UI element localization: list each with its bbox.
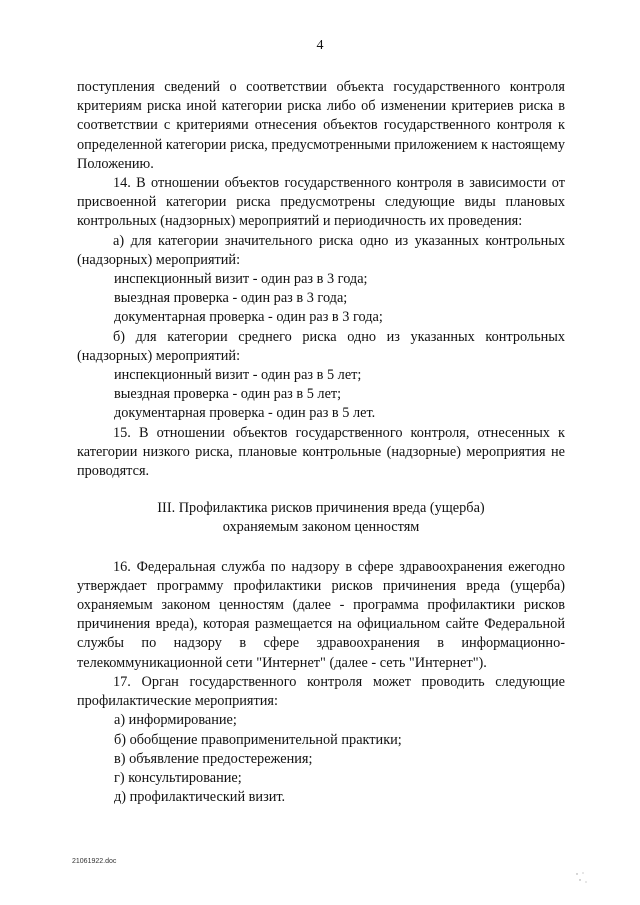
- paragraph-17: 17. Орган государственного контроля может проводить следующие профилактические мероприятия:: [77, 673, 565, 710]
- list-item: г) консультирование;: [114, 769, 242, 786]
- paragraph-14: 14. В отношении объектов государственного контроля в зависимости от присвоенной категории риска предусмотрены следующие виды плановых контрольных (надзорных) мероприятий и периодичность их проведения:: [77, 175, 565, 230]
- paragraph-14b: б) для категории среднего риска одно из указанных контрольных (надзорных) мероприятий:: [77, 328, 565, 364]
- scan-artifact: [574, 870, 590, 886]
- list-item: д) профилактический визит.: [114, 789, 286, 806]
- list-item: выездная проверка - один раз в 3 года;: [114, 290, 348, 307]
- paragraph-continuation: поступления сведений о соответствии объекта государственного контроля критериям риска иной категории риска либо об изменении критериев риска в соответствии с критериями отнесения объектов государственного контроля к определенной категории риска, предусмотренными приложением к настоящему Положению.: [77, 79, 565, 172]
- list-item: документарная проверка - один раз в 5 лет.: [114, 405, 376, 422]
- list-item: в) объявление предостережения;: [114, 750, 313, 767]
- paragraph-15: 15. В отношении объектов государственного контроля, отнесенных к категории низкого риска, плановые контрольные (надзорные) мероприятия не проводятся.: [77, 424, 565, 480]
- list-item: а) информирование;: [114, 712, 237, 729]
- list-item: документарная проверка - один раз в 3 года;: [114, 309, 383, 326]
- list-item: выездная проверка - один раз в 5 лет;: [114, 386, 342, 403]
- list-item: инспекционный визит - один раз в 5 лет;: [114, 367, 362, 384]
- paragraph-14a: а) для категории значительного риска одно из указанных контрольных (надзорных) мероприятий:: [77, 232, 565, 268]
- list-item: инспекционный визит - один раз в 3 года;: [114, 271, 368, 288]
- section-heading: [77, 499, 565, 537]
- list-item: б) обобщение правоприменительной практики;: [114, 731, 402, 748]
- paragraph-16: 16. Федеральная служба по надзору в сфере здравоохранения ежегодно утверждает программу профилактики рисков причинения вреда (ущерба) охраняемым законом ценностям (далее - программа профилактики рисков причинения вреда), которая размещается на официальном сайте Федеральной службы по надзору в сфере здравоохранения в информационно-телекоммуникационной сети "Интернет" (далее - сеть "Интернет").: [77, 558, 565, 671]
- page-number: 4: [316, 38, 324, 53]
- document-body: [77, 78, 565, 807]
- footer-file-name: 21061922.doc: [72, 858, 117, 865]
- section-heading-line2: охраняемым законом ценностям: [222, 519, 420, 536]
- section-heading-line1: III. Профилактика рисков причинения вреда (ущерба): [157, 500, 485, 517]
